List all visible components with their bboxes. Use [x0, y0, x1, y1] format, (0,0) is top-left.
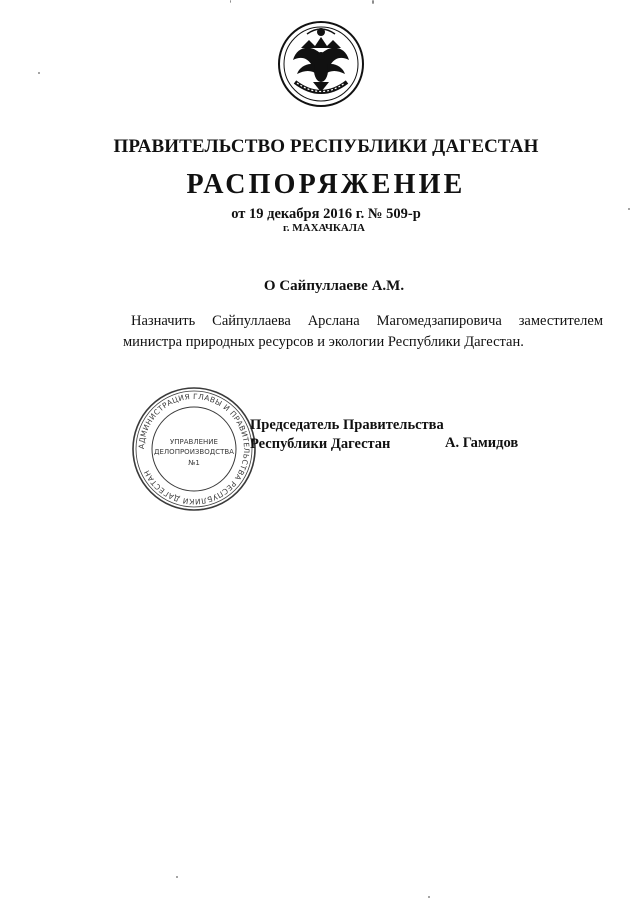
- stamp-line-3: №1: [188, 459, 200, 467]
- scan-speck: [628, 208, 630, 210]
- stamp-line-2: ДЕЛОПРОИЗВОДСТВА: [154, 448, 234, 456]
- signer-title-line-1: Председатель Правительства: [250, 417, 444, 433]
- scan-speck: [428, 896, 430, 898]
- document-body: Назначить Сайпуллаева Арслана Магомедзапировича заместителем министра природных ресурсов и экологии Республики Дагестан.: [123, 313, 603, 350]
- coat-of-arms-emblem: [277, 18, 365, 110]
- document-city: г. МАХАЧКАЛА: [283, 222, 365, 234]
- signer-title: [250, 416, 444, 454]
- document-subject: О Сайпуллаеве А.М.: [263, 278, 405, 294]
- office-stamp: [130, 385, 258, 513]
- issuer-title: ПРАВИТЕЛЬСТВО РЕСПУБЛИКИ ДАГЕСТАН: [113, 136, 539, 157]
- signer-title-line-2: Республики Дагестан: [250, 436, 391, 452]
- stamp-ring-text: АДМИНИСТРАЦИЯ ГЛАВЫ И ПРАВИТЕЛЬСТВА РЕСПУБЛИКИ ДАГЕСТАН: [136, 391, 252, 507]
- document-type-heading: РАСПОРЯЖЕНИЕ: [186, 169, 466, 200]
- scan-speck: [38, 72, 40, 74]
- scan-speck: [372, 0, 374, 4]
- document-date-number: от 19 декабря 2016 г. № 509-р: [231, 206, 421, 222]
- scan-speck: [176, 876, 178, 878]
- signer-name: А. Гамидов: [445, 435, 519, 451]
- stamp-line-1: УПРАВЛЕНИЕ: [170, 438, 218, 446]
- scan-speck: [230, 0, 231, 3]
